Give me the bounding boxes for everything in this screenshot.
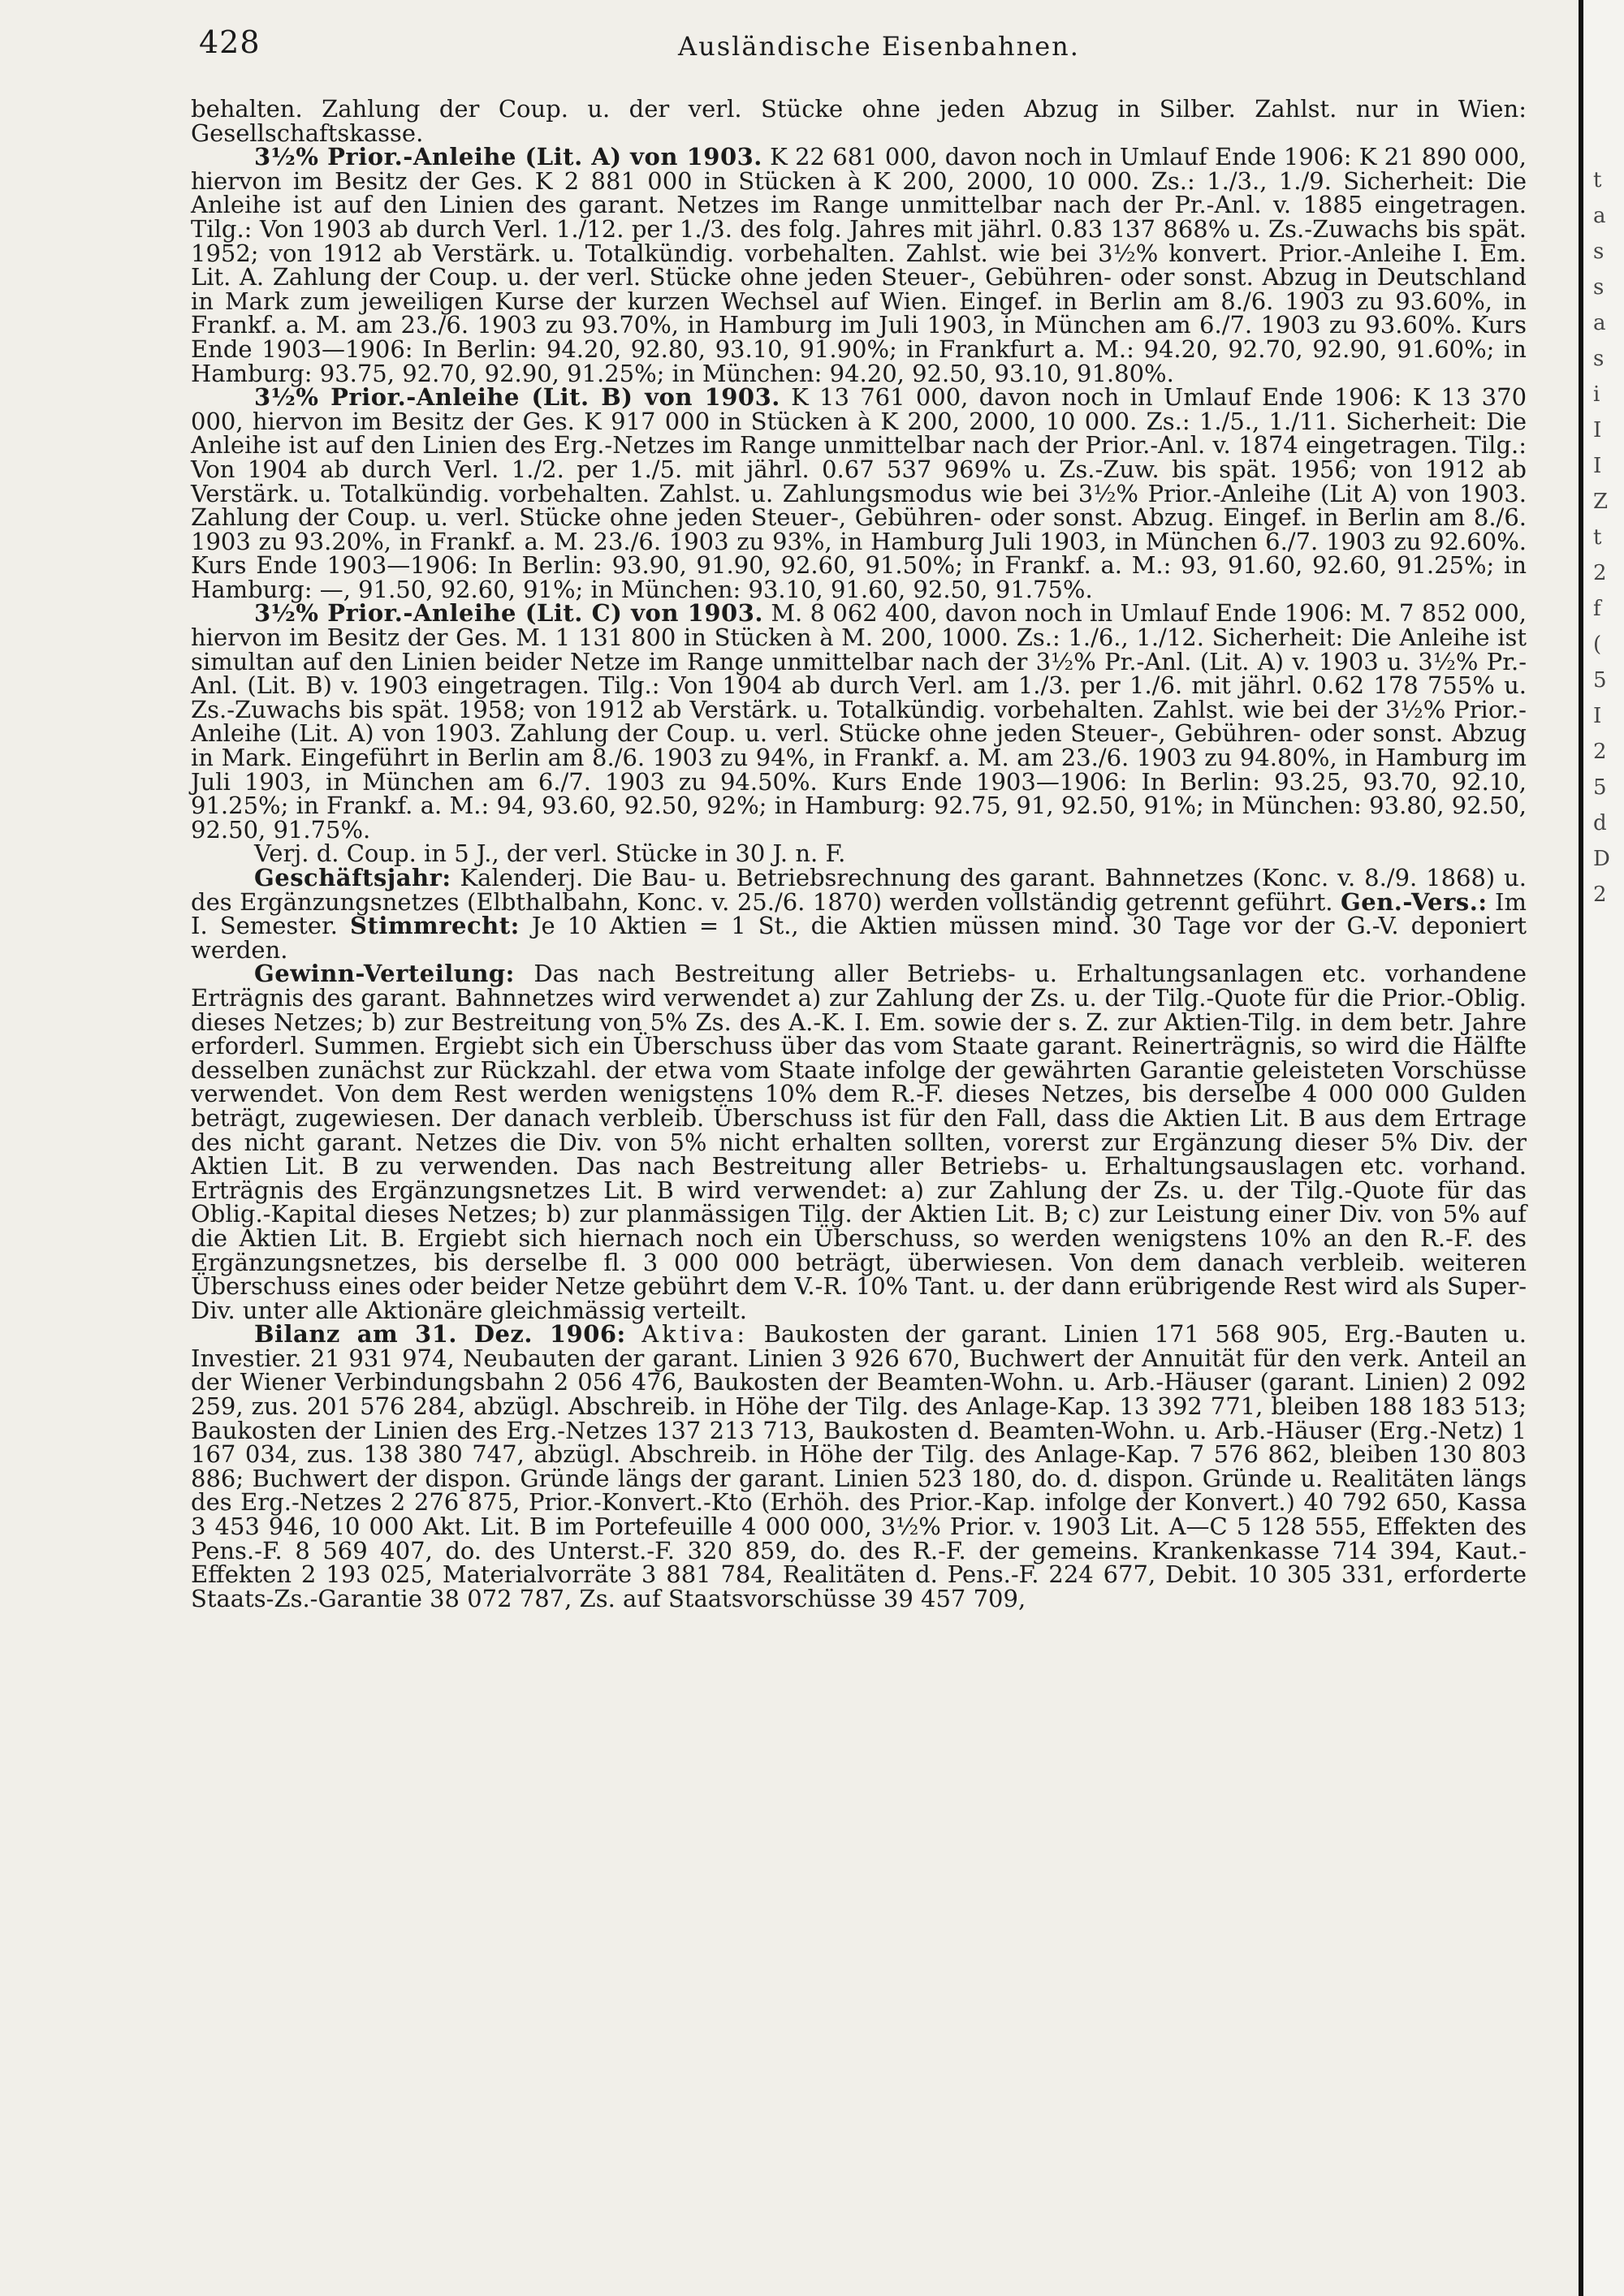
- margin-letter: I: [1593, 418, 1602, 442]
- margin-letter: i: [1593, 382, 1600, 407]
- margin-letter: t: [1593, 168, 1602, 192]
- margin-letter: a: [1593, 311, 1606, 335]
- section-heading: 3½% Prior.-Anleihe (Lit. A) von 1903.: [254, 143, 762, 171]
- paragraph-bilanz: Bilanz am 31. Dez. 1906: Aktiva: Baukosten der garant. Linien 171 568 905, Erg.-Bauten u. Investier. 21 931 974, Neubauten der garant. Linien 3 926 670, Buchwert der Annuität für den verk. Anteil an der Wiener Verbindungsbahn 2 056 476, Baukosten der Beamten-Wohn. u. Arb.-Häuser (garant. Linien) 2 092 259, zus. 201 576 284, abzügl. Abschreib. in Höhe der Tilg. des Anlage-Kap. 13 392 771, bleiben 188 183 513; Baukosten der Linien des Erg.-Netzes 137 213 713, Baukosten d. Beamten-Wohn. u. Arb.-Häuser (Erg.-Netz) 1 167 034, zus. 138 380 747, abzügl. Abschreib. in Höhe der Tilg. des Anlage-Kap. 7 576 862, bleiben 130 803 886; Buchwert der dispon. Gründe längs der garant. Linien 523 180, do. d. dispon. Gründe u. Realitäten längs des Erg.-Netzes 2 276 875, Prior.-Konvert.-Kto (Erhöh. des Prior.-Kap. infolge der Konvert.) 40 792 650, Kassa 3 453 946, 10 000 Akt. Lit. B im Portefeuille 4 000 000, 3½% Prior. v. 1903 Lit. A—C 5 128 555, Effekten des Pens.-F. 8 569 407, do. des Unterst.-F. 320 859, do. des R.-F. der gemeins. Krankenkasse 714 394, Kaut.-Effekten 2 193 025, Materialvorräte 3 881 784, Realitäten d. Pens.-F. 224 677, Debit. 10 305 331, erforderte Staats-Zs.-Garantie 38 072 787, Zs. auf Staatsvorschüsse 39 457 709,: [191, 1320, 1527, 1612]
- aktiva-label: Aktiva:: [641, 1320, 749, 1349]
- margin-letter: a: [1593, 204, 1606, 228]
- paragraph-gewinn-verteilung: Gewinn-Verteilung: Das nach Bestreitung aller Betriebs- u. Erhaltungsanlagen etc. vorhandene Erträgnis des garant. Bahnnetzes wird verwendet a) zur Zahlung der Zs. u. der Tilg.-Quote für die Prior.-Oblig. dieses Netzes; b) zur Bestreitung von 5% Zs. des A.-K. I. Em. sowie der s. Z. zur Aktien-Tilg. in dem betr. Jahre erforderl. Summen. Ergiebt sich ein Überschuss über das vom Staate garant. Reinerträgnis, so wird die Hälfte desselben zunächst zur Rückzahl. der etwa vom Staate infolge der gewährten Garantie geleisteten Vorschüsse verwendet. Von dem Rest werden wenigstens 10% dem R.-F. dieses Netzes, bis derselbe 4 000 000 Gulden beträgt, zugewiesen. Der danach verbleib. Überschuss ist für den Fall, dass die Aktien Lit. B aus dem Ertrage des nicht garant. Netzes die Div. von 5% nicht erhalten sollten, vorerst zur Ergänzung dieser 5% Div. der Aktien Lit. B zu verwenden. Das nach Bestreitung aller Betriebs- u. Erhaltungsauslagen etc. vorhand. Erträgnis des Ergänzungsnetzes Lit. B wird verwendet: a) zur Zahlung der Zs. u. der Tilg.-Quote für das Oblig.-Kapital dieses Netzes; b) zur planmässigen Tilg. der Aktien Lit. B; c) zur Leistung einer Div. von 5% auf die Aktien Lit. B. Ergiebt sich hiernach noch ein Überschuss, so werden wenigstens 10% an den R.-F. des Ergänzungsnetzes, bis derselbe fl. 3 000 000 beträgt, überwiesen. Von dem danach verbleib. weiteren Überschuss eines oder beider Netze gebührt dem V.-R. 10% Tant. u. der dann erübrigende Rest wird als Super-Div. unter alle Aktionäre gleichmässig verteilt.: [191, 960, 1527, 1324]
- margin-letter: 2: [1593, 561, 1607, 585]
- margin-letter: d: [1593, 811, 1607, 835]
- section-heading: Geschäftsjahr:: [254, 864, 451, 891]
- margin-letter: D: [1593, 847, 1610, 871]
- section-heading: Gen.-Vers.:: [1341, 887, 1488, 916]
- body-text: [191, 97, 1527, 1611]
- section-heading: Bilanz am 31. Dez. 1906:: [254, 1320, 626, 1349]
- section-heading: Gewinn-Verteilung:: [254, 960, 515, 988]
- paragraph-geschaeftsjahr: Geschäftsjahr: Kalenderj. Die Bau- u. Betriebsrechnung des garant. Bahnnetzes (Konc. v. 8./9. 1868) u. des Ergänzungsnetzes (Elbthalbahn, Konc. v. 25./6. 1870) werden vollständig getrennt geführt. Gen.-Vers.: Im I. Semester. Stimmrecht: Je 10 Aktien = 1 St., die Aktien müssen mind. 30 Tage vor der G.-V. deponiert werden.: [191, 864, 1527, 964]
- margin-letter: 5: [1593, 668, 1607, 693]
- running-title: Ausländische Eisenbahnen.: [678, 31, 1080, 62]
- margin-letter: Z: [1593, 490, 1609, 514]
- section-heading: Stimmrecht:: [350, 912, 520, 940]
- section-heading: 3½% Prior.-Anleihe (Lit. C) von 1903.: [254, 599, 763, 628]
- paragraph-prior-anleihe-lit-c: 3½% Prior.-Anleihe (Lit. C) von 1903. M. 8 062 400, davon noch in Umlauf Ende 1906: M. 7 852 000, hiervon im Besitz der Ges. M. 1 131 800 in Stücken à M. 200, 1000. Zs.: 1./6., 1./12. Sicherheit: Die Anleihe ist simultan auf den Linien beider Netze im Range unmittelbar nach der 3½% Pr.-Anl. (Lit. A) v. 1903 u. 3½% Pr.-Anl. (Lit. B) v. 1903 eingetragen. Tilg.: Von 1904 ab durch Verl. am 1./3. per 1./6. mit jährl. 0.62 178 755% u. Zs.-Zuwachs bis spät. 1958; von 1912 ab Verstärk. u. Totalkündig. vorbehalten. Zahlst. wie bei der 3½% Prior.-Anleihe (Lit. A) von 1903. Zahlung der Coup. u. verl. Stücke ohne jeden Steuer-, Gebühren- oder sonst. Abzug in Mark. Eingeführt in Berlin am 8./6. 1903 zu 94%, in Frankf. a. M. am 23./6. 1903 zu 94.80%, in Hamburg im Juli 1903, in München am 6./7. 1903 zu 94.50%. Kurs Ende 1903—1906: In Berlin: 93.25, 93.70, 92.10, 91.25%; in Frankf. a. M.: 94, 93.60, 92.50, 92%; in Hamburg: 92.75, 91, 92.50, 91%; in München: 93.80, 92.50, 92.50, 91.75%.: [191, 599, 1527, 844]
- margin-letter: f: [1593, 597, 1601, 621]
- adjacent-page-margin-letters: [1593, 162, 1618, 913]
- margin-letter: 5: [1593, 775, 1607, 800]
- margin-letter: s: [1593, 275, 1605, 300]
- margin-letter: t: [1593, 525, 1602, 550]
- margin-letter: 2: [1593, 883, 1607, 907]
- paragraph-verjaehrung: Verj. d. Coup. in 5 J., der verl. Stücke in 30 J. n. F.: [254, 839, 846, 868]
- margin-letter: I: [1593, 704, 1602, 728]
- paragraph-prior-anleihe-lit-a: 3½% Prior.-Anleihe (Lit. A) von 1903. K 22 681 000, davon noch in Umlauf Ende 1906: K 21 890 000, hiervon im Besitz der Ges. K 2 881 000 in Stücken à K 200, 2000, 10 000. Zs.: 1./3., 1./9. Sicherheit: Die Anleihe ist auf den Linien des garant. Netzes im Range unmittelbar nach der Pr.-Anl. v. 1885 eingetragen. Tilg.: Von 1903 ab durch Verl. 1./12. per 1./3. des folg. Jahres mit jährl. 0.83 137 868% u. Zs.-Zuwachs bis spät. 1952; von 1912 ab Verstärk. u. Totalkündig. vorbehalten. Zahlst. wie bei 3½% konvert. Prior.-Anleihe I. Em. Lit. A. Zahlung der Coup. u. der verl. Stücke ohne jeden Steuer-, Gebühren- oder sonst. Abzug in Deutschland in Mark zum jeweiligen Kurse der kurzen Wechsel auf Wien. Eingef. in Berlin am 8./6. 1903 zu 93.60%, in Frankf. a. M. am 23./6. 1903 zu 93.70%, in Hamburg im Juli 1903, in München am 6./7. 1903 zu 93.60%. Kurs Ende 1903—1906: In Berlin: 94.20, 92.80, 93.10, 91.90%; in Frankfurt a. M.: 94.20, 92.70, 92.90, 91.60%; in Hamburg: 93.75, 92.70, 92.90, 91.25%; in München: 94.20, 92.50, 93.10, 91.80%.: [191, 143, 1527, 387]
- margin-letter: I: [1593, 454, 1602, 478]
- page-number: 428: [199, 24, 261, 60]
- page-header: [199, 24, 1527, 65]
- paragraph-continuation: behalten. Zahlung der Coup. u. der verl. Stücke ohne jeden Abzug in Silber. Zahlst. nur in Wien: Gesellschaftskasse.: [191, 95, 1527, 147]
- margin-letter: s: [1593, 347, 1605, 371]
- section-heading: 3½% Prior.-Anleihe (Lit. B) von 1903.: [254, 383, 780, 412]
- margin-letter: (: [1593, 632, 1602, 657]
- margin-letter: s: [1593, 240, 1605, 264]
- paragraph-prior-anleihe-lit-b: 3½% Prior.-Anleihe (Lit. B) von 1903. K 13 761 000, davon noch in Umlauf Ende 1906: K 13 370 000, hiervon im Besitz der Ges. K 917 000 in Stücken à K 200, 2000, 10 000. Zs.: 1./5., 1./11. Sicherheit: Die Anleihe ist auf den Linien des Erg.-Netzes im Range unmittelbar nach der Prior.-Anl. v. 1874 eingetragen. Tilg.: Von 1904 ab durch Verl. 1./2. per 1./5. mit jährl. 0.67 537 969% u. Zs.-Zuw. bis spät. 1956; von 1912 ab Verstärk. u. Totalkündig. vorbehalten. Zahlst. u. Zahlungsmodus wie bei 3½% Prior.-Anleihe (Lit A) von 1903. Zahlung der Coup. u. verl. Stücke ohne jeden Steuer-, Gebühren- oder sonst. Abzug. Eingef. in Berlin am 8./6. 1903 zu 93.20%, in Frankf. a. M. 23./6. 1903 zu 93%, in Hamburg Juli 1903, in München 6./7. 1903 zu 92.60%. Kurs Ende 1903—1906: In Berlin: 93.90, 91.90, 92.60, 91.50%; in Frankf. a. M.: 93, 91.60, 92.60, 91.25%; in Hamburg: —, 91.50, 92.60, 91%; in München: 93.10, 91.60, 92.50, 91.75%.: [191, 383, 1527, 603]
- margin-letter: 2: [1593, 740, 1607, 764]
